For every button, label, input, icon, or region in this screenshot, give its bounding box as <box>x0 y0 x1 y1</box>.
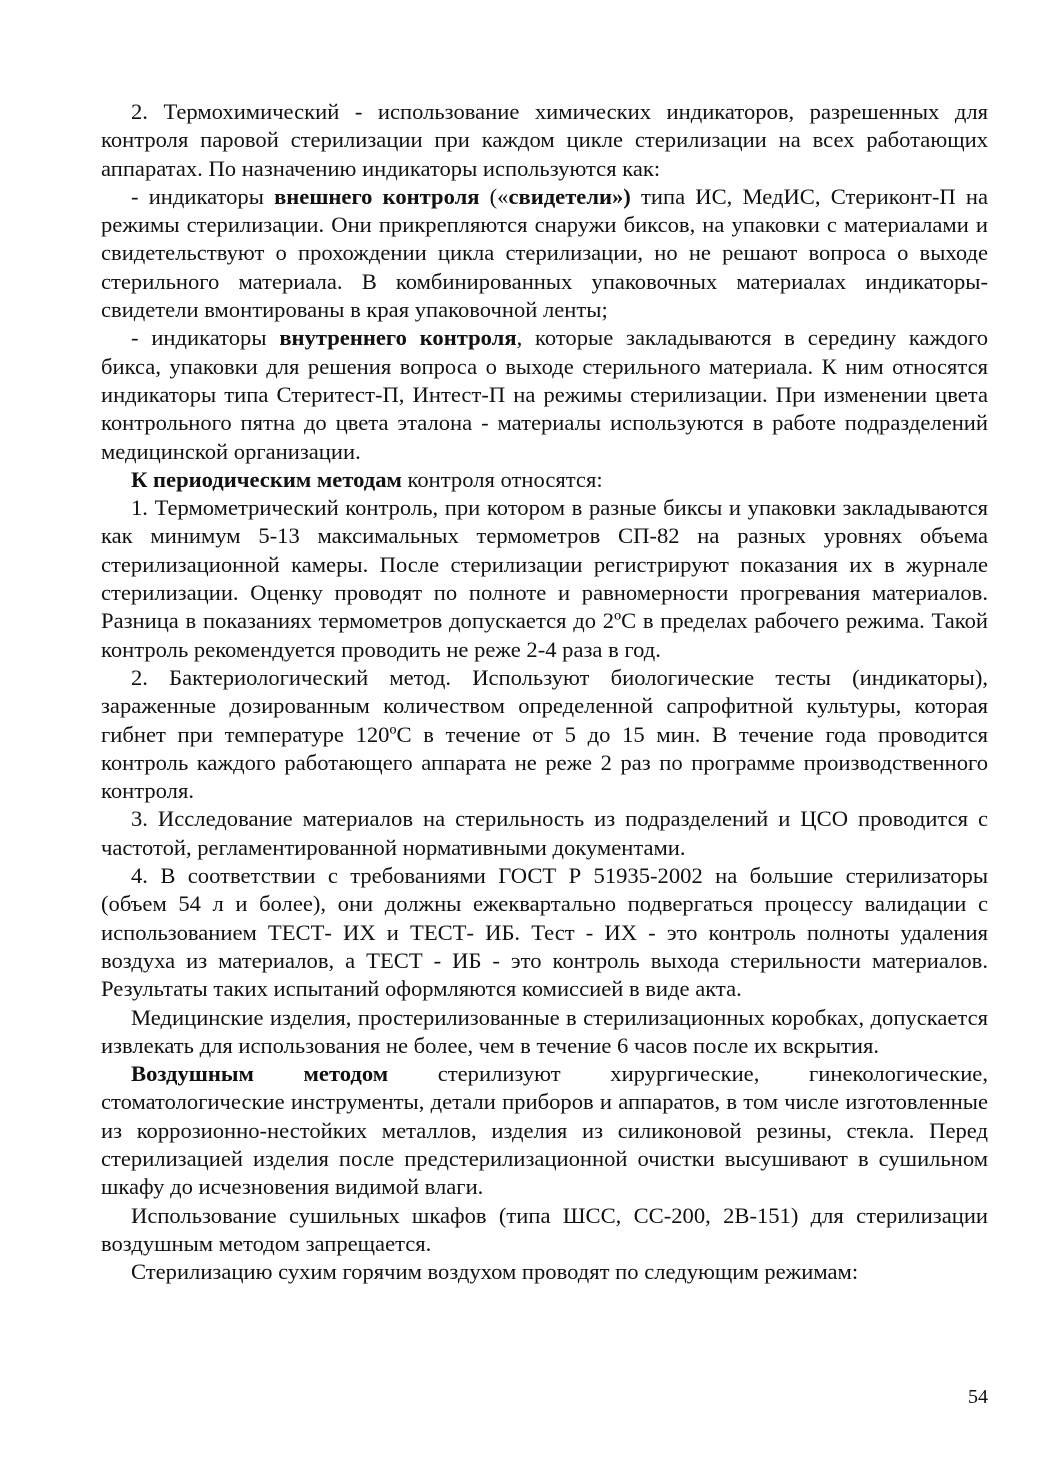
paragraph-hot-air-modes: Стерилизацию сухим горячим воздухом проводят по следующим режимам: <box>131 1259 859 1285</box>
document-body <box>101 98 988 1286</box>
text-run: контроля относятся: <box>401 466 603 492</box>
paragraph-sterility-testing: 3. Исследование материалов на стерильность из подразделений и ЦСО проводится с частотой, регламентированной нормативными документами. <box>101 806 988 860</box>
paragraph-thermometric-control: 1. Термометрический контроль, при котором в разные биксы и упаковки закладываются как минимум 5-13 максимальных термометров СП-82 на разных уровнях объема стерилизационной камеры. После стерилизации регистрируют показания их в журнале стерилизации. Оценку проводят по полноте и равномерности прогревания материалов. Разница в показаниях термометров допускается до 2ºС в пределах рабочего режима. Такой контроль рекомендуется проводить не реже 2-4 раза в год. <box>101 495 988 662</box>
page-number: 54 <box>968 1386 988 1408</box>
text-run: , которые закладываются в середину каждого бикса, упаковки для решения вопроса о выходе стерильного материала. К ним относятся индикаторы типа Стеритест-П, Интест-П на режимы стерилизации. При изменении цвета контрольного пятна до цвета эталона - материалы используются в работе подразделений медицинской организации. <box>101 325 988 464</box>
paragraph-medical-devices: Медицинские изделия, простерилизованные в стерилизационных коробках, допускается извлекать для использования не более, чем в течение 6 часов после их вскрытия. <box>101 1004 988 1058</box>
text-run: - индикаторы <box>131 183 275 209</box>
text-run: стерилизуют хирургические, гинекологические, стоматологические инструменты, детали приборов и аппаратов, в том числе изготовленные из коррозионно-нестойких металлов, изделия из силиконовой резины, стекла. Перед стерилизацией изделия после предстерилизационной очистки высушивают в сушильном шкафу до исчезновения видимой влаги. <box>101 1061 988 1200</box>
paragraph-external-indicators <box>101 183 988 324</box>
paragraph-gost-validation: 4. В соответствии с требованиями ГОСТ Р 51935-2002 на большие стерилизаторы (объем 54 л и более), они должны ежеквартально подвергаться процессу валидации с использованием ТЕСТ- ИХ и ТЕСТ- ИБ. Тест - ИХ - это контроль полноты удаления воздуха из материалов, а ТЕСТ - ИБ - это контроль выхода стерильности материалов. Результаты таких испытаний оформляются комиссией в виде акта. <box>101 863 988 1002</box>
paragraph-thermochemical: 2. Термохимический - использование химических индикаторов, разрешенных для контроля паровой стерилизации при каждом цикле стерилизации на всех работающих аппаратах. По назначению индикаторы используются как: <box>101 99 988 181</box>
bold-term-periodic-methods: К периодическим методам <box>131 466 402 492</box>
bold-term-witnesses: свидетели») <box>508 183 631 209</box>
text-run: типа ИС, МедИС, Стериконт-П на режимы стерилизации. Они прикрепляются снаружи биксов, на упаковки с материалами и свидетельствуют о прохождении цикла стерилизации, но не решают вопроса о выходе стерильного материала. В комбинированных упаковочных материалах индикаторы-свидетели вмонтированы в края упаковочной ленты; <box>101 183 988 323</box>
paragraph-air-method <box>101 1060 988 1201</box>
bold-term-air-method: Воздушным методом <box>131 1061 389 1087</box>
paragraph-internal-indicators <box>101 324 988 465</box>
bold-term-internal-control: внутреннего контроля <box>279 325 517 351</box>
paragraph-bacteriological-method: 2. Бактериологический метод. Используют биологические тесты (индикаторы), зараженные дозированным количеством определенной сапрофитной культуры, которая гибнет при температуре 120ºС в течение от 5 до 15 мин. В течение года проводится контроль каждого работающего аппарата не реже 2 раз по программе производственного контроля. <box>101 664 988 804</box>
paragraph-periodic-methods <box>101 466 988 494</box>
paragraph-drying-cabinets: Использование сушильных шкафов (типа ШСС, СС-200, 2В-151) для стерилизации воздушным методом запрещается. <box>101 1202 988 1256</box>
bold-term-external-control: внешнего контроля <box>274 183 480 209</box>
text-run: - индикаторы <box>131 325 280 351</box>
text-run: (« <box>479 183 509 209</box>
